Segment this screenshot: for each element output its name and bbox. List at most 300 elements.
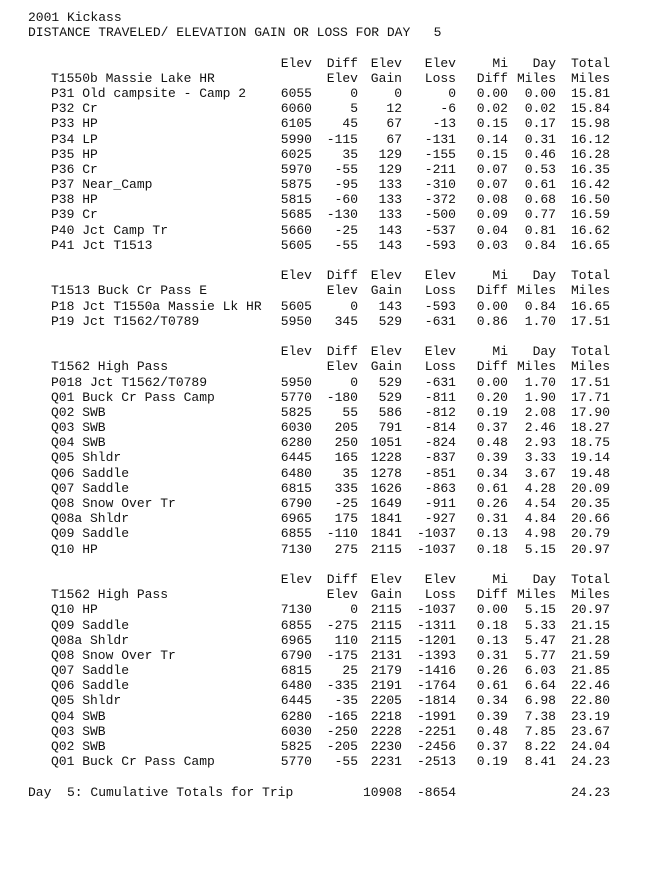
cell-total-miles: 20.09 (570, 480, 610, 496)
cell-elev-loss: -13 (432, 116, 456, 132)
cell-elev: 5950 (280, 374, 312, 390)
cell-diff-elev: -130 (326, 207, 358, 223)
table-row (0, 739, 656, 754)
header-elev-loss: Elev (424, 268, 456, 284)
table-row (0, 511, 656, 526)
cell-diff-elev: 35 (342, 146, 358, 162)
header-elev-gain: Elev (370, 55, 402, 71)
cell-day-miles: 5.47 (524, 632, 556, 648)
header2-mi-diff: Diff (476, 70, 508, 86)
cell-elev-loss: -631 (424, 374, 456, 390)
spacer (0, 253, 656, 268)
header2-mi-diff: Diff (476, 587, 508, 603)
waypoint-name: Q02 SWB (51, 739, 106, 754)
cell-mi-diff: 0.04 (476, 222, 508, 238)
cell-elev-loss: -837 (424, 450, 456, 466)
cell-total-miles: 22.46 (570, 678, 610, 694)
cell-elev-gain: 2115 (370, 541, 402, 557)
cell-mi-diff: 0.00 (476, 298, 508, 314)
table-row (0, 375, 656, 390)
header2-elev-loss: Loss (424, 359, 456, 375)
cell-elev-loss: -1201 (416, 632, 456, 648)
spacer (0, 329, 656, 344)
waypoint-name: P36 Cr (51, 161, 98, 177)
table-row (0, 405, 656, 420)
cell-mi-diff: 0.19 (476, 754, 508, 770)
cell-total-miles: 16.28 (570, 146, 610, 162)
cell-elev-gain: 2205 (370, 693, 402, 709)
cell-elev-loss: -310 (424, 177, 456, 193)
cell-diff-elev: 0 (350, 374, 358, 390)
waypoint-name: Q03 SWB (51, 723, 106, 739)
header-total-miles: Total (570, 344, 610, 360)
cell-mi-diff: 0.37 (476, 420, 508, 436)
cell-total-miles: 21.15 (570, 617, 610, 633)
table-row (0, 177, 656, 192)
waypoint-name: Q01 Buck Cr Pass Camp (51, 389, 215, 405)
header-day-miles: Day (532, 571, 556, 587)
cell-elev: 6445 (280, 693, 312, 709)
header2-elev-gain: Gain (370, 587, 402, 603)
table-row (0, 633, 656, 648)
cell-elev-loss: -824 (424, 435, 456, 451)
waypoint-name: P018 Jct T1562/T0789 (51, 374, 208, 390)
waypoint-name: Q07 Saddle (51, 480, 130, 496)
header-elev-gain: Elev (370, 344, 402, 360)
cell-day-miles: 0.84 (524, 298, 556, 314)
cell-diff-elev: 35 (342, 465, 358, 481)
cell-diff-elev: 175 (334, 511, 358, 527)
waypoint-name: Q04 SWB (51, 708, 106, 724)
cell-elev-loss: -372 (424, 192, 456, 208)
waypoint-name: P35 HP (51, 146, 98, 162)
cell-diff-elev: 335 (334, 480, 358, 496)
cell-day-miles: 0.81 (524, 222, 556, 238)
cell-elev: 5875 (280, 177, 312, 193)
summary-gain: 10908 (362, 784, 402, 800)
cell-mi-diff: 0.26 (476, 663, 508, 679)
cell-day-miles: 5.15 (524, 541, 556, 557)
table-row (0, 542, 656, 557)
cell-elev-gain: 2115 (370, 632, 402, 648)
header2-diff-elev: Elev (326, 70, 358, 86)
waypoint-name: P40 Jct Camp Tr (51, 222, 169, 238)
column-header-row (0, 56, 656, 71)
cell-elev-gain: 2115 (370, 602, 402, 618)
header2-diff-elev: Elev (326, 359, 358, 375)
cell-elev-gain: 2179 (370, 663, 402, 679)
cell-elev-gain: 529 (378, 374, 402, 390)
table-row (0, 223, 656, 238)
cell-diff-elev: -35 (334, 693, 358, 709)
waypoint-name: Q03 SWB (51, 420, 106, 436)
cell-mi-diff: 0.00 (476, 85, 508, 101)
report-page (0, 10, 656, 800)
cell-diff-elev: 0 (350, 602, 358, 618)
cell-elev: 6105 (280, 116, 312, 132)
cell-elev-loss: -1991 (416, 708, 456, 724)
cell-diff-elev: 165 (334, 450, 358, 466)
cell-total-miles: 20.97 (570, 541, 610, 557)
cell-diff-elev: 45 (342, 116, 358, 132)
table-row (0, 314, 656, 329)
cell-day-miles: 2.46 (524, 420, 556, 436)
cell-elev: 5770 (280, 754, 312, 770)
cell-mi-diff: 0.07 (476, 161, 508, 177)
cell-diff-elev: -205 (326, 739, 358, 754)
cell-mi-diff: 0.00 (476, 602, 508, 618)
cell-elev: 6445 (280, 450, 312, 466)
cell-day-miles: 1.70 (524, 313, 556, 329)
cell-elev-loss: -631 (424, 313, 456, 329)
cell-elev-loss: -155 (424, 146, 456, 162)
cell-day-miles: 0.53 (524, 161, 556, 177)
cell-total-miles: 16.50 (570, 192, 610, 208)
waypoint-name: Q06 Saddle (51, 465, 130, 481)
header2-day-miles: Miles (516, 70, 556, 86)
cell-elev-loss: -1037 (416, 602, 456, 618)
cell-elev: 6815 (280, 663, 312, 679)
cell-elev-gain: 1841 (370, 511, 402, 527)
cell-total-miles: 18.75 (570, 435, 610, 451)
cell-diff-elev: 5 (350, 101, 358, 117)
cell-total-miles: 20.35 (570, 496, 610, 511)
cell-elev: 6965 (280, 632, 312, 648)
cell-elev-loss: -863 (424, 480, 456, 496)
cell-day-miles: 0.17 (524, 116, 556, 132)
header-elev: Elev (280, 344, 312, 360)
cell-elev-loss: -211 (424, 161, 456, 177)
header2-total-miles: Miles (570, 70, 610, 86)
section-title: T1513 Buck Cr Pass E (51, 283, 208, 299)
cell-mi-diff: 0.13 (476, 526, 508, 542)
cell-day-miles: 1.90 (524, 389, 556, 405)
cell-day-miles: 3.33 (524, 450, 556, 466)
section-title-row (0, 283, 656, 298)
cell-elev: 6055 (280, 85, 312, 101)
cell-elev-gain: 1228 (370, 450, 402, 466)
cell-day-miles: 4.98 (524, 526, 556, 542)
cell-elev-loss: -6 (440, 101, 456, 117)
cell-elev-gain: 133 (378, 207, 402, 223)
cell-diff-elev: -55 (334, 161, 358, 177)
waypoint-name: Q08a Shldr (51, 632, 130, 648)
cell-elev-gain: 1649 (370, 496, 402, 511)
cell-elev: 6480 (280, 465, 312, 481)
cell-elev-gain: 133 (378, 192, 402, 208)
waypoint-name: Q10 HP (51, 541, 98, 557)
table-row (0, 602, 656, 617)
report-subtitle: DISTANCE TRAVELED/ ELEVATION GAIN OR LOSS FOR DAY 5 (28, 25, 442, 41)
cell-elev: 5770 (280, 389, 312, 405)
header2-total-miles: Miles (570, 587, 610, 603)
cell-elev-loss: -537 (424, 222, 456, 238)
cell-day-miles: 5.15 (524, 602, 556, 618)
header-elev: Elev (280, 268, 312, 284)
header2-day-miles: Miles (516, 283, 556, 299)
cell-elev-gain: 2131 (370, 647, 402, 663)
summary-label: Day 5: Cumulative Totals for Trip (28, 784, 294, 800)
waypoint-name: P32 Cr (51, 101, 98, 117)
cell-total-miles: 23.19 (570, 708, 610, 724)
waypoint-name: P31 Old campsite - Camp 2 (51, 85, 247, 101)
cell-elev-gain: 2228 (370, 723, 402, 739)
cell-diff-elev: -95 (334, 177, 358, 193)
header-elev-loss: Elev (424, 344, 456, 360)
cell-elev-loss: -911 (424, 496, 456, 511)
cell-elev: 7130 (280, 541, 312, 557)
table-row (0, 618, 656, 633)
header-diff-elev: Diff (326, 55, 358, 71)
cell-total-miles: 16.62 (570, 222, 610, 238)
header2-elev-loss: Loss (424, 283, 456, 299)
header-total-miles: Total (570, 55, 610, 71)
cell-elev-loss: -811 (424, 389, 456, 405)
table-row (0, 207, 656, 222)
cell-mi-diff: 0.13 (476, 632, 508, 648)
cell-diff-elev: 25 (342, 663, 358, 679)
cell-diff-elev: -55 (334, 237, 358, 253)
waypoint-name: P38 HP (51, 192, 98, 208)
cell-diff-elev: 110 (334, 632, 358, 648)
cell-elev-gain: 1841 (370, 526, 402, 542)
section-title: T1550b Massie Lake HR (51, 70, 215, 86)
table-row (0, 678, 656, 693)
cell-elev: 6855 (280, 526, 312, 542)
cell-elev-loss: -1393 (416, 647, 456, 663)
cell-mi-diff: 0.31 (476, 511, 508, 527)
report-title: 2001 Kickass (28, 10, 122, 25)
cell-elev-loss: -814 (424, 420, 456, 436)
cell-total-miles: 16.12 (570, 131, 610, 147)
cell-mi-diff: 0.86 (476, 313, 508, 329)
cell-total-miles: 16.65 (570, 298, 610, 314)
cell-mi-diff: 0.39 (476, 450, 508, 466)
cell-elev-gain: 12 (386, 101, 402, 117)
cell-elev-gain: 2231 (370, 754, 402, 770)
header-elev-loss: Elev (424, 55, 456, 71)
header2-diff-elev: Elev (326, 283, 358, 299)
cell-elev-loss: -1416 (416, 663, 456, 679)
cell-elev: 5685 (280, 207, 312, 223)
table-row (0, 299, 656, 314)
cell-mi-diff: 0.26 (476, 496, 508, 511)
header-mi-diff: Mi (492, 55, 508, 71)
table-row (0, 435, 656, 450)
waypoint-name: Q02 SWB (51, 404, 106, 420)
header-elev-gain: Elev (370, 571, 402, 587)
header-mi-diff: Mi (492, 268, 508, 284)
table-row (0, 390, 656, 405)
cell-elev: 5950 (280, 313, 312, 329)
cell-elev: 6030 (280, 420, 312, 436)
cell-elev: 6030 (280, 723, 312, 739)
waypoint-name: P18 Jct T1550a Massie Lk HR (51, 298, 262, 314)
cell-diff-elev: -25 (334, 222, 358, 238)
waypoint-name: Q09 Saddle (51, 617, 130, 633)
report-title-line (0, 10, 656, 25)
waypoint-name: P37 Near_Camp (51, 177, 153, 193)
cell-elev: 5825 (280, 404, 312, 420)
waypoint-name: Q05 Shldr (51, 450, 122, 466)
cell-elev-loss: -2513 (416, 754, 456, 770)
cell-mi-diff: 0.34 (476, 465, 508, 481)
table-row (0, 238, 656, 253)
header-elev: Elev (280, 571, 312, 587)
sections-container (0, 56, 656, 770)
spacer (0, 40, 656, 55)
cell-elev-gain: 133 (378, 177, 402, 193)
waypoint-name: Q08 Snow Over Tr (51, 496, 176, 511)
cell-day-miles: 7.85 (524, 723, 556, 739)
summary-total-miles: 24.23 (570, 784, 610, 800)
spacer (0, 557, 656, 572)
header2-elev-gain: Gain (370, 283, 402, 299)
cell-total-miles: 24.04 (570, 739, 610, 754)
table-row (0, 648, 656, 663)
header2-elev-gain: Gain (370, 359, 402, 375)
cell-diff-elev: -175 (326, 647, 358, 663)
cell-elev: 6280 (280, 708, 312, 724)
cell-elev: 6025 (280, 146, 312, 162)
cell-elev: 6815 (280, 480, 312, 496)
cell-mi-diff: 0.61 (476, 480, 508, 496)
cell-day-miles: 4.84 (524, 511, 556, 527)
cell-mi-diff: 0.08 (476, 192, 508, 208)
cell-mi-diff: 0.48 (476, 435, 508, 451)
cell-day-miles: 0.02 (524, 101, 556, 117)
waypoint-name: Q09 Saddle (51, 526, 130, 542)
header-total-miles: Total (570, 268, 610, 284)
cell-elev: 5605 (280, 298, 312, 314)
cell-mi-diff: 0.00 (476, 374, 508, 390)
cell-elev-gain: 586 (378, 404, 402, 420)
cell-mi-diff: 0.48 (476, 723, 508, 739)
cell-elev-gain: 129 (378, 161, 402, 177)
cell-mi-diff: 0.39 (476, 708, 508, 724)
waypoint-name: Q04 SWB (51, 435, 106, 451)
waypoint-name: P34 LP (51, 131, 98, 147)
header2-mi-diff: Diff (476, 359, 508, 375)
cell-mi-diff: 0.07 (476, 177, 508, 193)
cell-mi-diff: 0.19 (476, 404, 508, 420)
cell-diff-elev: 0 (350, 298, 358, 314)
header2-day-miles: Miles (516, 359, 556, 375)
waypoint-name: Q06 Saddle (51, 678, 130, 694)
cell-mi-diff: 0.18 (476, 541, 508, 557)
cell-diff-elev: 275 (334, 541, 358, 557)
cell-diff-elev: -335 (326, 678, 358, 694)
table-row (0, 709, 656, 724)
table-row (0, 101, 656, 116)
table-row (0, 496, 656, 511)
cell-total-miles: 21.59 (570, 647, 610, 663)
cell-diff-elev: -250 (326, 723, 358, 739)
cell-total-miles: 16.65 (570, 237, 610, 253)
cell-elev: 5605 (280, 237, 312, 253)
cell-elev: 7130 (280, 602, 312, 618)
cell-elev-gain: 67 (386, 131, 402, 147)
cell-elev-loss: 0 (448, 85, 456, 101)
cell-total-miles: 15.98 (570, 116, 610, 132)
header-total-miles: Total (570, 571, 610, 587)
cell-total-miles: 23.67 (570, 723, 610, 739)
cell-mi-diff: 0.15 (476, 146, 508, 162)
cell-elev-loss: -131 (424, 131, 456, 147)
cell-elev: 5815 (280, 192, 312, 208)
cell-elev-gain: 2115 (370, 617, 402, 633)
waypoint-name: Q10 HP (51, 602, 98, 618)
table-row (0, 86, 656, 101)
table-row (0, 147, 656, 162)
waypoint-name: P33 HP (51, 116, 98, 132)
cell-diff-elev: 250 (334, 435, 358, 451)
waypoint-name: P41 Jct T1513 (51, 237, 153, 253)
cell-day-miles: 5.33 (524, 617, 556, 633)
cell-mi-diff: 0.03 (476, 237, 508, 253)
cell-total-miles: 24.23 (570, 754, 610, 770)
cell-day-miles: 6.64 (524, 678, 556, 694)
cell-mi-diff: 0.02 (476, 101, 508, 117)
cell-day-miles: 0.77 (524, 207, 556, 223)
cell-diff-elev: -60 (334, 192, 358, 208)
cell-elev-gain: 529 (378, 389, 402, 405)
cell-elev-loss: -1814 (416, 693, 456, 709)
summary-line (0, 785, 656, 800)
cell-elev-loss: -593 (424, 298, 456, 314)
cell-diff-elev: -275 (326, 617, 358, 633)
cell-total-miles: 18.27 (570, 420, 610, 436)
column-header-row (0, 344, 656, 359)
cell-day-miles: 0.46 (524, 146, 556, 162)
cell-elev: 5660 (280, 222, 312, 238)
cell-elev-loss: -2456 (416, 739, 456, 754)
cell-total-miles: 15.84 (570, 101, 610, 117)
cell-elev-gain: 2230 (370, 739, 402, 754)
cell-elev: 6480 (280, 678, 312, 694)
header-diff-elev: Diff (326, 344, 358, 360)
cell-day-miles: 0.68 (524, 192, 556, 208)
header-mi-diff: Mi (492, 344, 508, 360)
cell-elev-loss: -1037 (416, 541, 456, 557)
section-title-row (0, 359, 656, 374)
cell-elev-loss: -927 (424, 511, 456, 527)
cell-mi-diff: 0.20 (476, 389, 508, 405)
table-row (0, 132, 656, 147)
header2-total-miles: Miles (570, 359, 610, 375)
cell-elev-gain: 2218 (370, 708, 402, 724)
cell-total-miles: 22.80 (570, 693, 610, 709)
cell-day-miles: 2.93 (524, 435, 556, 451)
cell-elev-loss: -1037 (416, 526, 456, 542)
cell-total-miles: 15.81 (570, 85, 610, 101)
waypoint-name: Q07 Saddle (51, 663, 130, 679)
cell-diff-elev: -25 (334, 496, 358, 511)
cell-elev-loss: -500 (424, 207, 456, 223)
table-row (0, 754, 656, 769)
cell-elev-loss: -593 (424, 237, 456, 253)
header-mi-diff: Mi (492, 571, 508, 587)
cell-elev-loss: -812 (424, 404, 456, 420)
waypoint-name: Q05 Shldr (51, 693, 122, 709)
cell-elev: 6790 (280, 647, 312, 663)
cell-total-miles: 17.51 (570, 374, 610, 390)
cell-day-miles: 7.38 (524, 708, 556, 724)
cell-diff-elev: 55 (342, 404, 358, 420)
header-elev: Elev (280, 55, 312, 71)
report-subtitle-line (0, 25, 656, 40)
header-day-miles: Day (532, 344, 556, 360)
